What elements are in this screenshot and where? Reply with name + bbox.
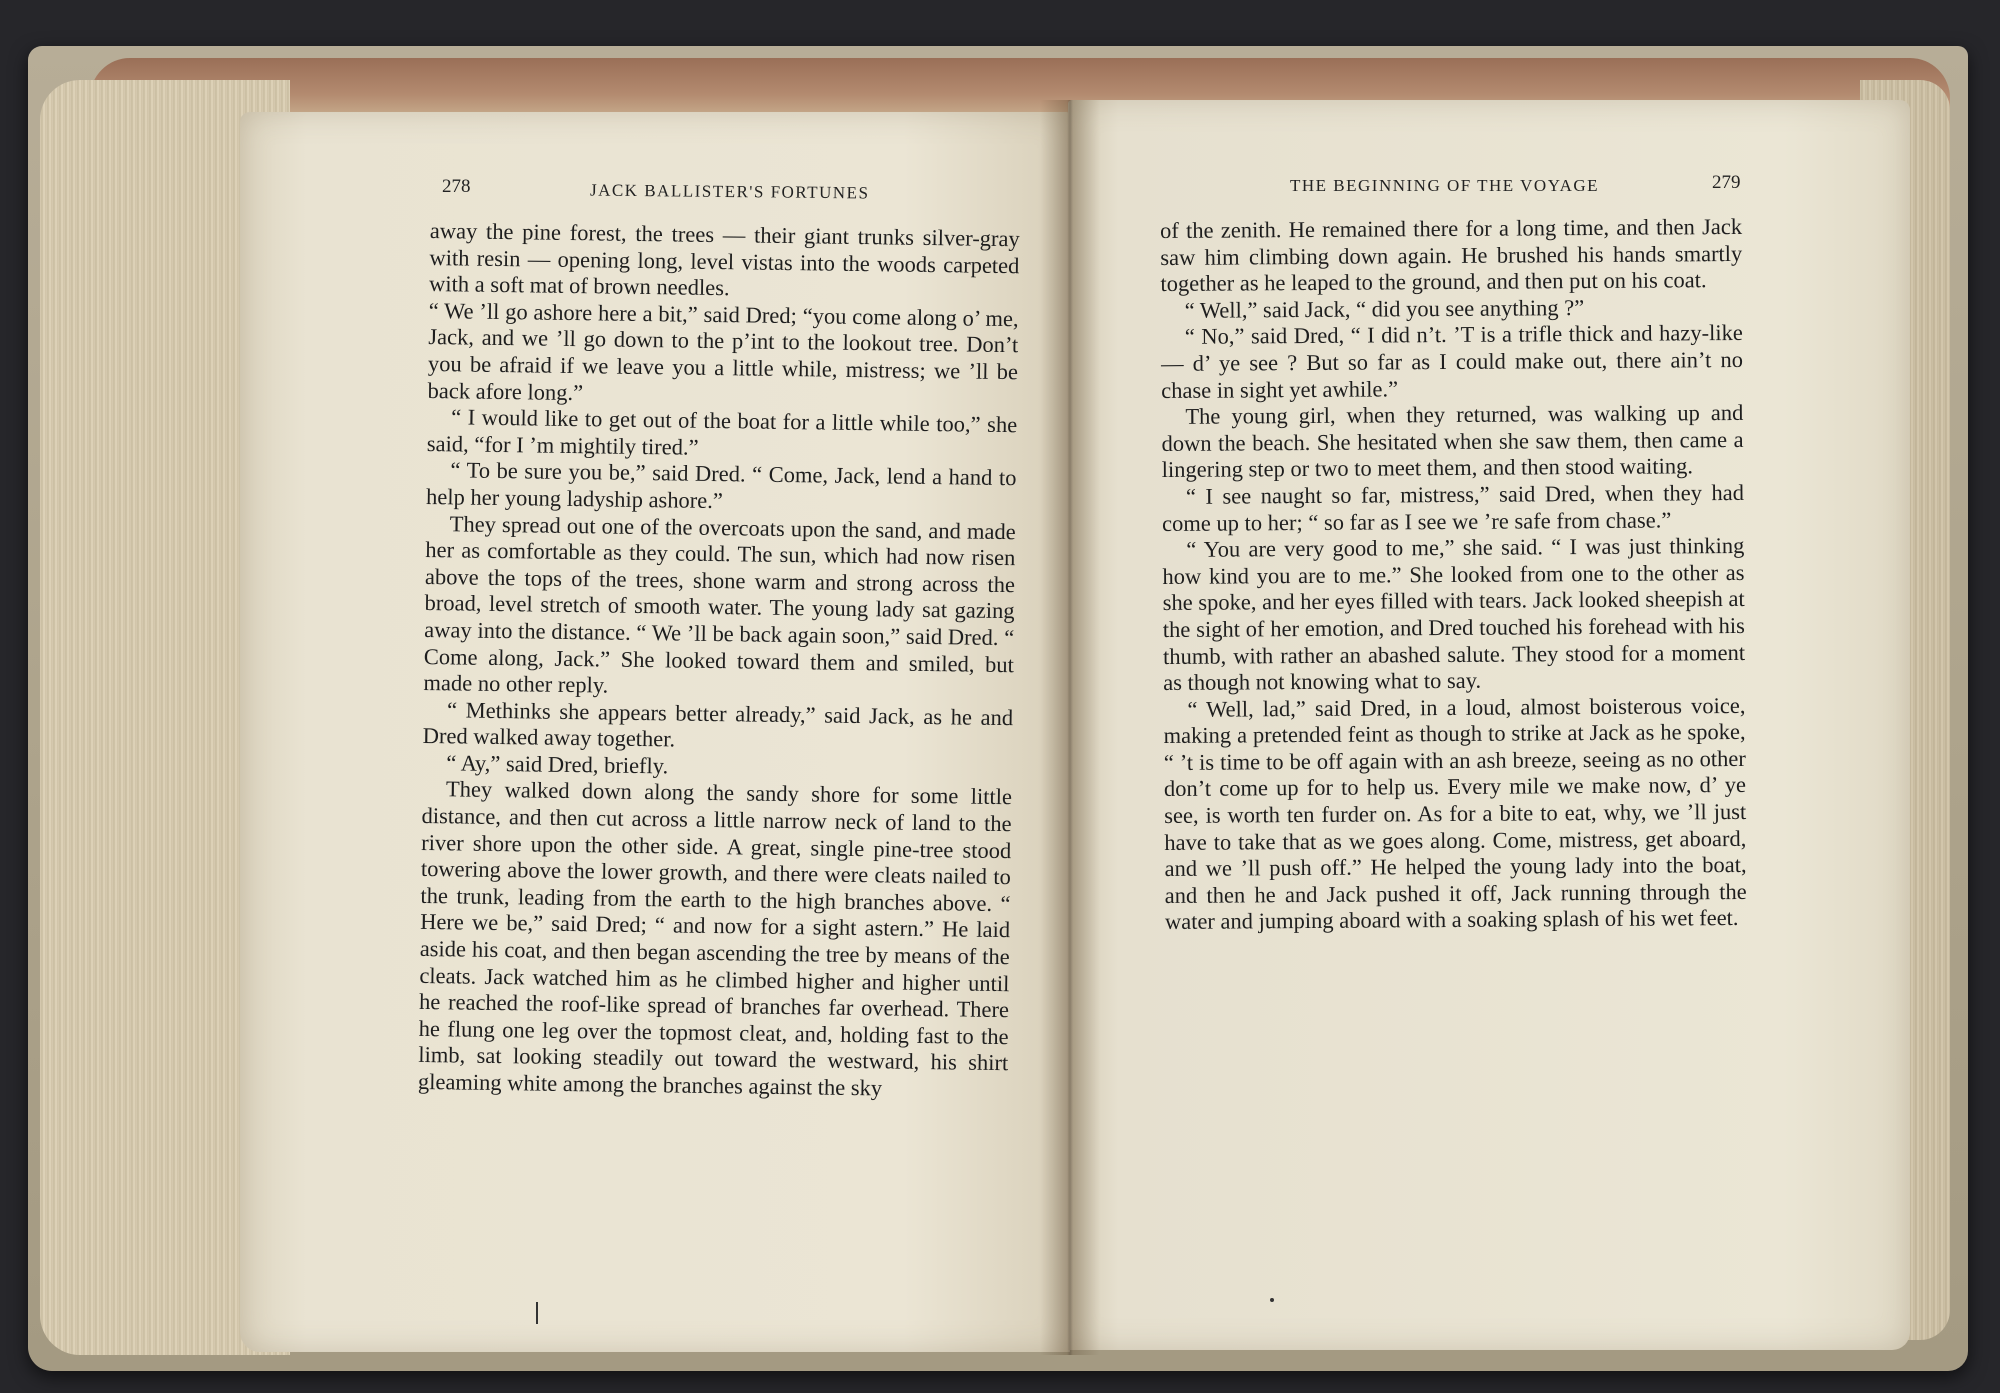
paragraph: “ Ay,” said Dred, briefly. bbox=[446, 750, 669, 779]
pencil-mark bbox=[536, 1302, 538, 1324]
paragraph: “ No,” said Dred, “ I did n’t. ’T is a trifle thick and hazy-like — d’ ye see ? But so far as I could make out, there ain’t no chase in sight yet awhile.” bbox=[1160, 320, 1744, 403]
paragraph: “ You are very good to me,” she said. “ I was just thinking how kind you are to me.” She looked from one to the other as she spoke, and her eyes filled with tears. Jack looked sheepish at the sight of her emotion, and Dred touched his forehead with his thumb, with rather an abashed salute. They stood for a moment as though not knowing what to say. bbox=[1162, 533, 1746, 696]
paragraph: away the pine forest, the trees — their giant trunks silver-gray with resin — opening long, level vistas into the woods carpeted with a soft mat of brown needles. bbox=[428, 218, 1020, 301]
right-page-text bbox=[1160, 214, 1747, 936]
paragraph: “ Well, lad,” said Dred, in a loud, almost boisterous voice, making a pretended feint as though to strike at Jack as he spoke, “ ’t is time to be off again with an ash breeze, seeing as no other don’t come up for to help us. Every mile we make now, d’ ye see, is worth ten furder on. As for a bite to eat, why, we ’ll just have to take that as we goes along. Come, mistress, get aboard, and we ’ll push off.” He helped the young lady into the boat, and then he and Jack pushed it off, Jack running through the water and jumping aboard with a soaking splash of his wet feet. bbox=[1163, 692, 1747, 935]
paragraph: “ Methinks she appears better already,” said Jack, as he and Dred walked away together. bbox=[422, 696, 1014, 752]
paragraph: of the zenith. He remained there for a long time, and then Jack saw him climbing down again. He brushed his hands smartly together as he leaped to the ground, and then put on his coat. bbox=[1160, 213, 1743, 297]
paragraph: The young girl, when they returned, was walking up and down the beach. She hesitated when she saw them, then came a lingering step or two to meet them, and then stood waiting. bbox=[1161, 400, 1744, 483]
paragraph: “ I would like to get out of the boat for a little while too,” she said, “for I ’m mightily tired.” bbox=[426, 404, 1018, 460]
right-page-number: 279 bbox=[1712, 172, 1741, 193]
left-page-number: 278 bbox=[442, 176, 471, 197]
left-running-head: JACK BALLISTER'S FORTUNES bbox=[589, 180, 870, 203]
paragraph: “ Well,” said Jack, “ did you see anything ?” bbox=[1184, 294, 1585, 323]
paragraph: “ We ’ll go ashore here a bit,” said Dred; “you come along o’ me, Jack, and we ’ll go down to the p’int to the lookout tree. Don’t you be afraid if we leave you a little while, mistress; we ’ll be back afore long.” bbox=[427, 297, 1019, 405]
right-running-head: THE BEGINNING OF THE VOYAGE bbox=[1290, 176, 1600, 195]
paragraph: They walked down along the sandy shore for some little distance, and then cut across a little narrow neck of land to the river shore upon the other side. A great, single pine-tree stood towering above the lower growth, and there were cleats nailed to the trunk, leading from the earth to the high branches above. “ Here we be,” said Dred; “ and now for a sight astern.” He laid aside his coat, and then began ascending the tree by means of the cleats. Jack watched him as he climbed higher and higher until he reached the roof-like spread of branches far overhead. There he flung one leg over the topmost cleat, and, holding fast to the limb, sat looking steadily out toward the westward, his shirt gleaming white among the branches against the sky bbox=[417, 776, 1013, 1101]
paragraph: They spread out one of the overcoats upon the sand, and made her as comfortable as they could. The sun, which had now risen above the tops of the trees, shone warm and strong across the broad, level stretch of smooth water. The young lady sat gazing away into the distance. “ We ’ll be back again soon,” said Dred. “ Come along, Jack.” She looked toward them and smiled, but made no other reply. bbox=[423, 510, 1016, 698]
paragraph: “ I see naught so far, mistress,” said Dred, when they had come up to her; “ so far as I see we ’re safe from chase.” bbox=[1162, 479, 1745, 536]
left-page-text bbox=[418, 218, 1020, 1104]
book-gutter bbox=[1040, 100, 1100, 1355]
ink-dot bbox=[1270, 1298, 1274, 1302]
paragraph: “ To be sure you be,” said Dred. “ Come, Jack, lend a hand to help her young ladyship ashore.” bbox=[425, 457, 1017, 514]
